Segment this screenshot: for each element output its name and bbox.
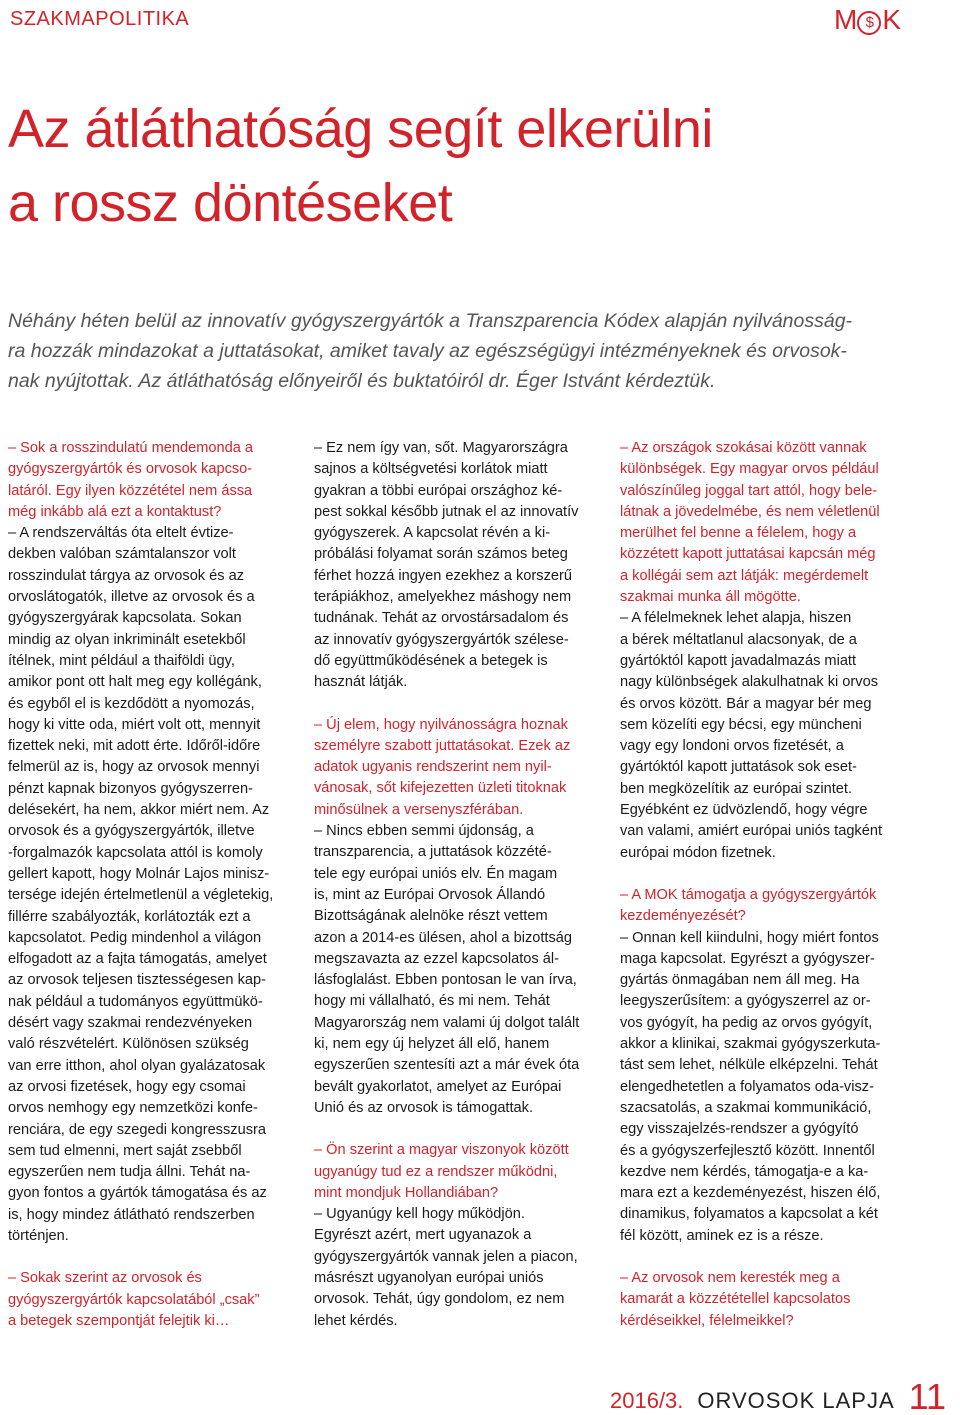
question-line: kérdéseikkel, félelmeikkel? bbox=[620, 1312, 794, 1329]
question-line: merülhet fel benne a félelem, hogy a bbox=[620, 525, 857, 542]
answer-line: szacsatolás, a szakmai kommunikáció, bbox=[620, 1099, 872, 1116]
answer-line: Magyarország nem valami új dolgot talált bbox=[314, 1014, 580, 1031]
lead-line: nak nyújtottak. Az átláthatóság előnyeiről és buktatóiról dr. Éger Istvánt kérdeztük. bbox=[8, 370, 716, 392]
answer-line: bevált gyakorlatot, amelyet az Európai bbox=[314, 1078, 562, 1095]
answer-line: egyszerűen szentesíti azt a már évek óta bbox=[314, 1057, 580, 1074]
answer-line: fél között, aminek ez is a része. bbox=[620, 1227, 824, 1244]
lead-line: Néhány héten belül az innovatív gyógyszergyártók a Transzparencia Kódex alapján nyilvánosság- bbox=[8, 310, 853, 332]
question-line: különbségek. Egy magyar orvos például bbox=[620, 461, 879, 478]
answer-line: hogy mi vállalható, és mi nem. Tehát bbox=[314, 993, 550, 1010]
question-line: mint mondjuk Hollandiában? bbox=[314, 1184, 499, 1201]
question-line: – Sok a rosszindulatú mendemonda a bbox=[8, 440, 254, 456]
answer-line: ítélnek, mint például a thaiföldi ügy, bbox=[8, 652, 235, 669]
paragraph-gap bbox=[314, 694, 604, 715]
question-line: még inkább alá ezt a kontaktust? bbox=[8, 503, 222, 520]
answer-line: gyógyszerek. A kapcsolat révén a ki- bbox=[314, 525, 551, 542]
mok-logo bbox=[834, 4, 900, 36]
lead-line: ra hozzák mindazokat a juttatásokat, amiket tavaly az egészségügyi intézményeknek és orvosok- bbox=[8, 340, 847, 362]
answer-line: egyszerűen nem tudja állni. Tehát na- bbox=[8, 1164, 251, 1181]
question-line: gyógyszergyártók és orvosok kapcso- bbox=[8, 461, 253, 478]
answer-line: akkor a klinikai, szakmai gyógyszerkuta- bbox=[620, 1036, 881, 1053]
answer-line: tudnának. Tehát az orvostársadalom és bbox=[314, 610, 569, 627]
question-line: minősülnek a versenyszférában. bbox=[314, 801, 524, 818]
text-column-3 bbox=[620, 438, 910, 1332]
answer-line: renciára, de egy szegedi kongresszusra bbox=[8, 1121, 266, 1138]
answer-line: pénzt kapnak bizonyos gyógyszerren- bbox=[8, 780, 253, 797]
answer-line: dekben valóban számtalanszor volt bbox=[8, 546, 236, 563]
question-line: – Az országok szokásai között vannak bbox=[620, 440, 867, 456]
answer-line: – Ugyanúgy kell hogy működjön. bbox=[314, 1206, 525, 1223]
text-column-2 bbox=[314, 438, 604, 1332]
answer-line: orvoslátogatók, illetve az orvosok és a bbox=[8, 589, 255, 606]
answer-line: sem tud elmenni, mert saját zsebből bbox=[8, 1142, 242, 1159]
logo-caduceus-icon: $ bbox=[857, 11, 881, 35]
paragraph-gap bbox=[620, 864, 910, 885]
answer-line: orvosok. Tehát, úgy gondolom, ez nem bbox=[314, 1291, 565, 1308]
answer-line: lehet kérdés. bbox=[314, 1312, 398, 1329]
question-line: – A MOK támogatja a gyógyszergyártók bbox=[620, 886, 877, 903]
question-line: a betegek szempontját felejtik ki… bbox=[8, 1312, 230, 1329]
answer-line: gyógyszergyártók vannak jelen a piacon, bbox=[314, 1248, 578, 1265]
answer-line: is, hogy mindez átlátható rendszerben bbox=[8, 1206, 255, 1223]
title-line: Az átláthatóság segít elkerülni bbox=[8, 99, 713, 159]
question-line: a kollégái sem azt látják: megérdemelt bbox=[620, 567, 869, 584]
answer-line: Egyébként ez üdvözlendő, hogy végre bbox=[620, 802, 868, 819]
answer-line: fillérre szabályozták, korlátozták ezt a bbox=[8, 908, 251, 925]
question-line: látnak a jövedelmébe, és nem véletlenül bbox=[620, 503, 880, 520]
answer-line: gyakran a többi európai országhoz ké- bbox=[314, 482, 563, 499]
answer-line: kezdve nem kérdés, támogatja-e a ka- bbox=[620, 1163, 869, 1180]
question-line: – Sokak szerint az orvosok és bbox=[8, 1270, 202, 1287]
magazine-name: ORVOSOK LAPJA bbox=[697, 1388, 895, 1413]
paragraph-gap bbox=[314, 1119, 604, 1140]
question-line: szakmai munka áll mögötte. bbox=[620, 589, 801, 606]
answer-line: gyártás önmagában nem áll meg. Ha bbox=[620, 972, 860, 989]
answer-line: gyon fontos a gyártók támogatása és az bbox=[8, 1185, 267, 1202]
question-line: kamarát a közzététellel kapcsolatos bbox=[620, 1291, 851, 1308]
answer-line: elengedhetetlen a folyamatos oda-visz- bbox=[620, 1078, 874, 1095]
logo-letter-k: K bbox=[882, 4, 900, 35]
question-line: gyógyszergyártók kapcsolatából „csak” bbox=[8, 1291, 260, 1308]
page-number: 11 bbox=[908, 1376, 946, 1415]
question-line: – Új elem, hogy nyilvánosságra hoznak bbox=[314, 716, 568, 733]
question-line: valószínűleg joggal tart attól, hogy bele- bbox=[620, 482, 878, 499]
question-line: személyre szabott juttatásokat. Ezek az bbox=[314, 737, 571, 754]
answer-line: felmerül az is, hogy az orvosok mennyi bbox=[8, 759, 260, 776]
question-line: közzétett kapott juttatásai kapcsán még bbox=[620, 546, 876, 563]
question-line: kezdeményezését? bbox=[620, 908, 746, 925]
answer-line: kapcsolatot. Pedig mindenhol a világon bbox=[8, 929, 262, 946]
answer-line: orvosok és a gyógyszergyártók, illetve bbox=[8, 823, 255, 840]
answer-line: terápiákhoz, amelyekhez máshogy nem bbox=[314, 589, 572, 606]
title-line: a rossz döntéseket bbox=[8, 173, 453, 233]
question-line: vánosak, sőt kifejezetten üzleti titoknak bbox=[314, 780, 567, 797]
answer-line: az innovatív gyógyszergyártók szélese- bbox=[314, 631, 569, 648]
article-title bbox=[8, 92, 948, 240]
answer-line: is, mint az Európai Orvosok Állandó bbox=[314, 886, 546, 903]
answer-line: – A rendszerváltás óta eltelt évtize- bbox=[8, 525, 234, 542]
answer-line: mara ezt a kezdeményezést, hiszen élő, bbox=[620, 1185, 881, 1202]
answer-line: delésekért, ha nem, akkor miért nem. Az bbox=[8, 802, 270, 819]
answer-line: és egyből el is kezdődött a nyomozás, bbox=[8, 695, 255, 712]
answer-line: van erre itthon, ahol olyan gyalázatosak bbox=[8, 1057, 266, 1074]
answer-line: orvos nemhogy egy nemzetközi konfe- bbox=[8, 1100, 258, 1117]
paragraph-gap bbox=[620, 1247, 910, 1268]
answer-line: történjen. bbox=[8, 1227, 69, 1244]
answer-line: sem közelíti egy bécsi, egy müncheni bbox=[620, 716, 862, 733]
answer-line: az orvosi fizetések, hogy egy csomai bbox=[8, 1078, 246, 1095]
answer-line: tele egy európai uniós elv. Én magam bbox=[314, 865, 558, 882]
answer-line: leegyszerűsítem: a gyógyszerrel az or- bbox=[620, 993, 871, 1010]
text-column-1 bbox=[8, 438, 298, 1332]
section-label: SZAKMAPOLITIKA bbox=[10, 8, 190, 30]
answer-line: vagy egy londoni orvos fizetését, a bbox=[620, 738, 844, 755]
answer-line: a bérek méltatlanul alacsonyak, de a bbox=[620, 631, 857, 648]
answer-line: lásfoglalást. Ebben pontosan le van írva, bbox=[314, 972, 577, 989]
answer-line: rosszindulat tárgya az orvosok és az bbox=[8, 567, 245, 584]
answer-line: hasznát látják. bbox=[314, 674, 408, 691]
answer-line: mindig az olyan inkriminált esetekből bbox=[8, 631, 246, 648]
answer-line: gyártóktól kapott juttatások sok eset- bbox=[620, 759, 857, 776]
issue-number: 2016/3. bbox=[610, 1388, 684, 1413]
answer-line: ki, nem egy új helyzet áll elő, hanem bbox=[314, 1036, 550, 1053]
answer-line: amikor pont ott halt meg egy kollégánk, bbox=[8, 674, 262, 691]
answer-line: fizettek neki, mit adott érte. Időről-időre bbox=[8, 738, 261, 755]
answer-line: és orvos között. Bár a magyar bér meg bbox=[620, 695, 872, 712]
page-footer bbox=[610, 1378, 946, 1415]
paragraph-gap bbox=[8, 1247, 298, 1268]
answer-line: – Onnan kell kiindulni, hogy miért fontos bbox=[620, 929, 879, 946]
answer-line: gellert kapott, hogy Molnár Lajos minisz- bbox=[8, 865, 270, 882]
answer-line: elfogadott az a fajta támogatás, amelyet bbox=[8, 951, 267, 968]
answer-line: azon a 2014-es ülésen, ahol a bizottság bbox=[314, 929, 573, 946]
answer-line: próbálási folyamat során számos beteg bbox=[314, 546, 568, 563]
answer-line: Egyrészt azért, mert ugyanazok a bbox=[314, 1227, 532, 1244]
logo-letter-m: M bbox=[833, 4, 857, 35]
question-line: ugyanúgy tud ez a rendszer működni, bbox=[314, 1163, 558, 1180]
answer-line: az orvosok teljesen tisztességesen kap- bbox=[8, 972, 266, 989]
answer-line: ben megközelítik az európai szintet. bbox=[620, 780, 853, 797]
answer-line: – Nincs ebben semmi újdonság, a bbox=[314, 823, 534, 840]
answer-line: nak például a tudományos együttmükö- bbox=[8, 993, 263, 1010]
answer-line: dinamikus, folyamatos a kapcsolat a két bbox=[620, 1206, 878, 1223]
article-lead bbox=[8, 306, 948, 396]
answer-line: hogy ki vitte oda, miért volt ott, mennyit bbox=[8, 716, 261, 733]
question-line: – Az orvosok nem keresték meg a bbox=[620, 1269, 840, 1286]
answer-line: pest sokkal később jutnak el az innovatív bbox=[314, 503, 579, 520]
answer-line: -forgalmazók kapcsolata attól is komoly bbox=[8, 844, 263, 861]
answer-line: sajnos a költségvetési korlátok miatt bbox=[314, 461, 548, 478]
answer-line: désért vagy szakmai rendezvényeken bbox=[8, 1015, 253, 1032]
answer-line: Bizottságának alelnöke részt vettem bbox=[314, 908, 548, 925]
answer-line: gyógyszergyárak kapcsolata. Sokan bbox=[8, 610, 242, 627]
answer-line: – Ez nem így van, sőt. Magyarországra bbox=[314, 440, 568, 456]
answer-line: férhet hozzá ingyen ezekhez a korszerű bbox=[314, 567, 572, 584]
answer-line: tersége idején értelmetlenül a végletekig, bbox=[8, 887, 274, 904]
question-line: – Ön szerint a magyar viszonyok között bbox=[314, 1142, 569, 1159]
answer-line: megszavazta az ezzel kapcsolatos ál- bbox=[314, 950, 559, 967]
answer-line: való részvételért. Különösen szükség bbox=[8, 1036, 249, 1053]
question-line: latáról. Egy ilyen közzététel nem ássa bbox=[8, 482, 253, 499]
answer-line: Unió és az orvosok is támogattak. bbox=[314, 1099, 534, 1116]
answer-line: másrészt ugyanolyan európai uniós bbox=[314, 1269, 544, 1286]
answer-line: transzparencia, a juttatások közzété- bbox=[314, 844, 552, 861]
question-line: adatok ugyanis rendszerint nem nyil- bbox=[314, 759, 552, 776]
answer-line: nagy különbségek alakulhatnak ki orvos bbox=[620, 674, 878, 691]
answer-line: tást sem lehet, nélküle elképzelni. Tehát bbox=[620, 1057, 878, 1074]
answer-line: maga kapcsolat. Egyrészt a gyógyszer- bbox=[620, 950, 875, 967]
answer-line: vos gyógyít, ha pedig az orvos gyógyít, bbox=[620, 1014, 873, 1031]
answer-line: egy visszajelzés-rendszer a gyógyító bbox=[620, 1121, 859, 1138]
answer-line: – A félelmeknek lehet alapja, hiszen bbox=[620, 610, 852, 627]
answer-line: dő együttműködésének a betegek is bbox=[314, 652, 548, 669]
answer-line: és a gyógyszerfejlesztő között. Innentől bbox=[620, 1142, 875, 1159]
answer-line: európai módon fizetnek. bbox=[620, 844, 776, 861]
answer-line: gyártóktól kapott javadalmazás miatt bbox=[620, 652, 857, 669]
answer-line: van valami, amiért európai uniós tagként bbox=[620, 823, 883, 840]
